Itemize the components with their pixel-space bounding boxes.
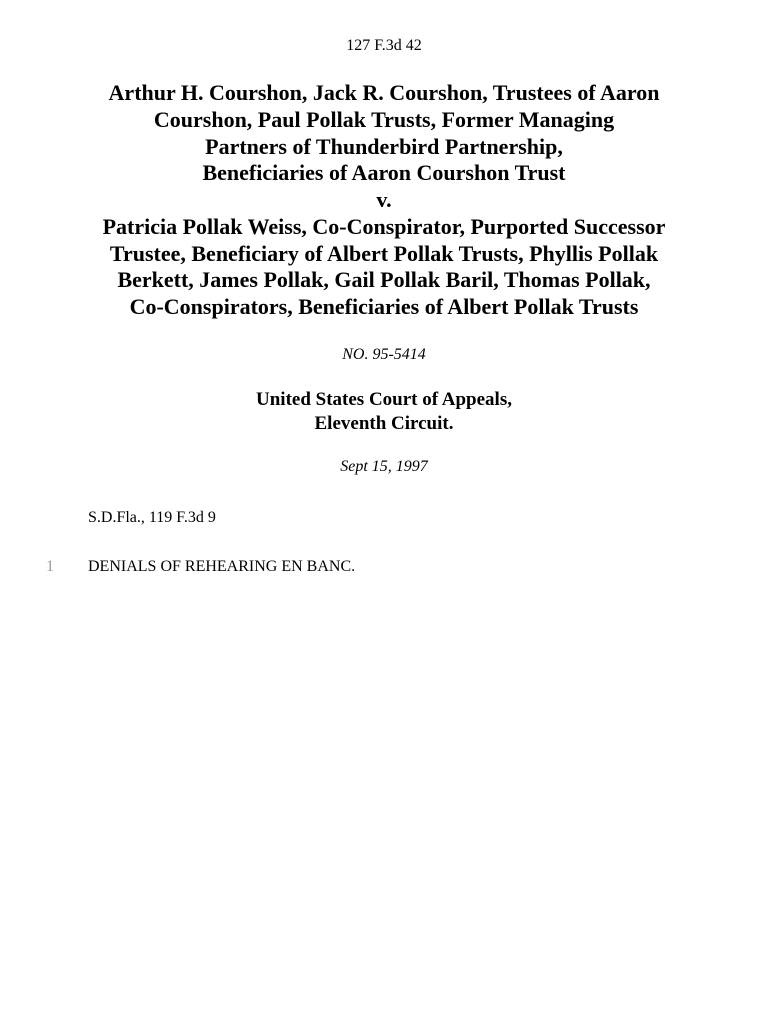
paragraph-number: 1 [46, 558, 54, 575]
paragraph-text: DENIALS OF REHEARING EN BANC. [88, 558, 356, 575]
case-title-versus: v. [376, 187, 392, 212]
case-title-line: Partners of Thunderbird Partnership, [205, 133, 563, 159]
case-title-line: Berkett, James Pollak, Gail Pollak Baril, Thomas Pollak, [117, 267, 651, 293]
court-name-line: United States Court of Appeals, [256, 389, 512, 410]
decision-date: Sept 15, 1997 [340, 458, 428, 475]
case-title-line: Patricia Pollak Weiss, Co-Conspirator, Purported Successor [102, 213, 666, 239]
case-title-line: Courshon, Paul Pollak Trusts, Former Managing [153, 106, 615, 132]
lower-court-citation: S.D.Fla., 119 F.3d 9 [88, 509, 216, 526]
docket-number: NO. 95-5414 [342, 346, 426, 363]
case-title-line: Beneficiaries of Aaron Courshon Trust [202, 160, 566, 186]
court-name [0, 388, 768, 436]
case-title-line: Co-Conspirators, Beneficiaries of Albert Pollak Trusts [129, 294, 639, 319]
case-title [40, 80, 728, 321]
case-title-line: Trustee, Beneficiary of Albert Pollak Trusts, Phyllis Pollak [109, 240, 659, 266]
case-title-line: Arthur H. Courshon, Jack R. Courshon, Trustees of Aaron [108, 80, 660, 105]
court-circuit-line: Eleventh Circuit. [314, 413, 454, 434]
citation: 127 F.3d 42 [346, 37, 422, 54]
